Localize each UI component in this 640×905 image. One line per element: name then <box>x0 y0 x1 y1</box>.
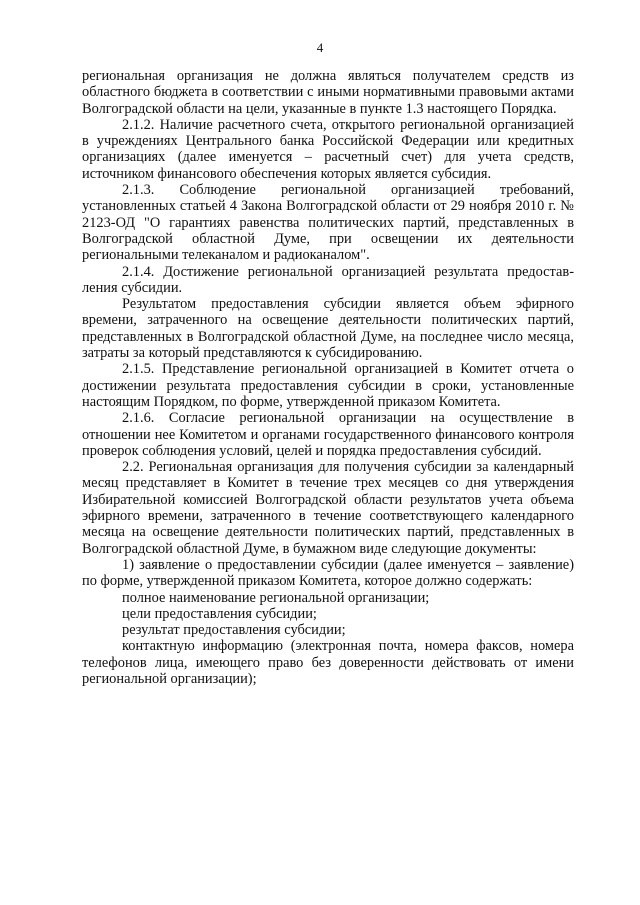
paragraph-2-1-5: 2.1.5. Представление региональной организацией в Комитет отчета о достижении результата предоставления субсидии в сроки, установленные настоящим Порядком, по форме, утвержденной приказом Комитета. <box>82 361 574 410</box>
paragraph-continuation: региональная организация не должна являться получателем средств из областного бюджета в соответствии с иными нормативными правовыми актами Волгоградской области на цели, указанные в пункте 1.3 настоящего Порядка. <box>82 68 574 117</box>
list-item-result: результат предоставления субсидии; <box>122 622 346 639</box>
list-item-contact-info: контактную информацию (электронная почта, номера факсов, номера телефонов лица, имеющего право без доверенности действовать от имени региональной организации); <box>82 638 574 687</box>
paragraph-2-1-3: 2.1.3. Соблюдение региональной организацией требований, установленных статьей 4 Закона Волгоградской области от 29 ноября 2010 г. № 2123-ОД "О гарантиях равенства политических партий, представленных в Волгоградской областной Думе, при освещении их деятельности региональными телеканалом и радиоканалом". <box>82 182 574 264</box>
paragraph-2-1-6: 2.1.6. Согласие региональной организации на осуществление в отношении нее Комитетом и органами государственного финансового контроля проверок соблюдения условий, целей и порядка предоставления субсидий. <box>82 410 574 459</box>
list-item-purposes: цели предоставления субсидии; <box>122 605 317 622</box>
paragraph-result-definition: Результатом предоставления субсидии является объем эфирного времени, затраченного на освещение деятельности политических партий, представленных в Волгоградской областной Думе, на последнее число месяца, затраты за который представляются к субсидированию. <box>82 296 574 362</box>
paragraph-2-2: 2.2. Региональная организация для получения субсидии за календарный месяц представляет в Комитет в течение трех месяцев со дня утверждения Избирательной комиссией Волгоградской области результатов учета объема эфирного времени, затраченного в течение соответствующего календарного месяца на освещение деятельности политических партий, представленных в Волгоградской областной Думе, в бумажном виде следующие документы: <box>82 459 574 557</box>
page-number: 4 <box>316 40 324 55</box>
list-item-full-name: полное наименование региональной организации; <box>122 589 430 606</box>
paragraph-2-1-4: 2.1.4. Достижение региональной организацией результата предоставления субсидии. <box>82 263 574 296</box>
paragraph-item-1: 1) заявление о предоставлении субсидии (далее именуется – заявление) по форме, утвержденной приказом Комитета, которое должно содержать: <box>82 556 574 590</box>
paragraph-2-1-2: 2.1.2. Наличие расчетного счета, открытого региональной организацией в учреждениях Центрального банка Российской Федерации или кредитных организациях (далее именуется – расчетный счет) для учета средств, источником финансового обеспечения которых является субсидия. <box>82 116 574 182</box>
document-body <box>82 68 574 687</box>
